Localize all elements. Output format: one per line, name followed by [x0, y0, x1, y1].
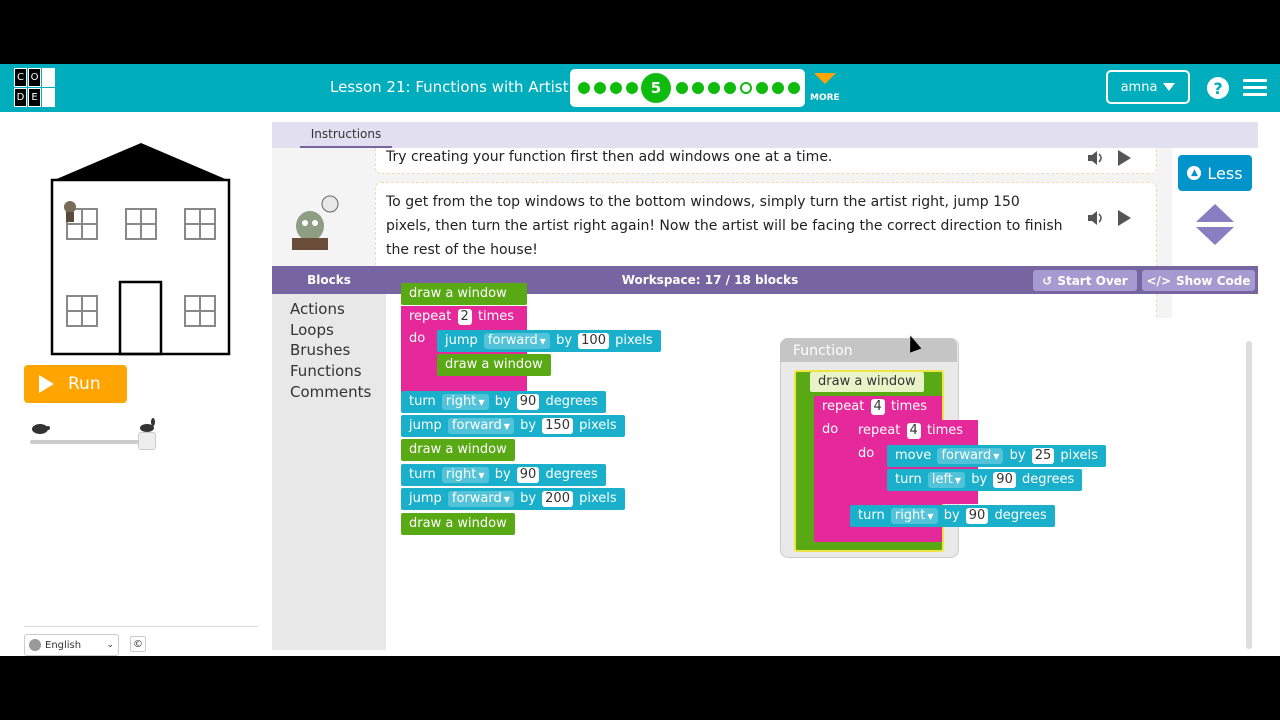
level-dot[interactable] [594, 82, 606, 94]
logo-letter [42, 88, 55, 107]
direction-dropdown[interactable]: right ▼ [891, 508, 938, 524]
turtle-icon [30, 421, 50, 435]
chevron-down-icon: ⌄ [106, 640, 114, 650]
speed-slider-handle[interactable] [138, 432, 156, 450]
artist-zombie-icon [64, 201, 76, 222]
distance-field[interactable]: 25 [1032, 448, 1055, 464]
dropdown-arrow-icon: ▼ [503, 494, 510, 504]
level-dot[interactable] [740, 82, 752, 94]
top-bar [0, 64, 1280, 112]
dropdown-arrow-icon: ▼ [993, 451, 1000, 461]
instruction-text: Try creating your function first then add windows one at a time. [386, 149, 833, 165]
level-dot[interactable] [578, 82, 590, 94]
more-label[interactable]: MORE [810, 93, 840, 103]
move-block[interactable]: move forward ▼ by 25 pixels [887, 445, 1106, 467]
repeat-header[interactable]: repeat 4 times [850, 420, 971, 442]
repeat-header[interactable]: repeat 2 times [401, 306, 522, 328]
category-comments[interactable]: Comments [290, 383, 372, 401]
do-label: do [858, 446, 875, 461]
user-name: amna [1120, 79, 1158, 95]
do-label: do [822, 422, 839, 437]
speaker-icon[interactable] [1086, 210, 1106, 226]
dropdown-arrow-icon: ▼ [927, 511, 934, 521]
turn-block[interactable]: turn right ▼ by 90 degrees [850, 505, 1055, 527]
language-value: English [45, 639, 82, 651]
chevron-up-icon: ▲ [1187, 166, 1201, 180]
direction-dropdown[interactable]: forward ▼ [448, 418, 514, 434]
show-code-label: Show Code [1176, 273, 1251, 288]
function-title: Function [793, 343, 853, 359]
workspace-block-count: Workspace: 17 / 18 blocks [621, 273, 799, 287]
start-over-button[interactable] [1033, 270, 1137, 291]
hamburger-menu-icon[interactable] [1243, 79, 1267, 97]
level-dot[interactable] [708, 82, 720, 94]
distance-field[interactable]: 150 [542, 418, 573, 434]
level-dot[interactable] [756, 82, 768, 94]
distance-field[interactable]: 100 [578, 333, 609, 349]
zombie-avatar-icon [286, 194, 340, 250]
show-code-button[interactable] [1142, 270, 1255, 291]
category-loops[interactable]: Loops [290, 321, 334, 339]
scroll-up-arrow-icon[interactable] [1196, 204, 1234, 222]
jump-block[interactable]: jump forward ▼ by 150 pixels [401, 415, 625, 437]
category-actions[interactable]: Actions [290, 300, 345, 318]
level-dot[interactable] [772, 82, 784, 94]
play-icon [39, 375, 54, 393]
category-functions[interactable]: Functions [290, 362, 362, 380]
house-roof [52, 143, 230, 181]
draw-window-block[interactable]: draw a window [437, 354, 551, 376]
direction-dropdown[interactable]: right ▼ [442, 394, 489, 410]
tab-instructions[interactable]: Instructions [300, 122, 392, 148]
jump-block[interactable]: jump forward ▼ by 100 pixels [437, 330, 661, 352]
turn-block[interactable]: turn right ▼ by 90 degrees [401, 391, 606, 413]
repeat-header[interactable]: repeat 4 times [814, 396, 935, 418]
draw-window-block[interactable]: draw a window [401, 283, 527, 305]
angle-field[interactable]: 90 [517, 467, 540, 483]
house-walls [52, 180, 229, 354]
level-progress-bar [570, 69, 805, 107]
scroll-down-arrow-icon[interactable] [1196, 227, 1234, 245]
help-icon[interactable]: ? [1207, 77, 1229, 99]
level-dot[interactable] [692, 82, 704, 94]
repeat-count-field[interactable]: 4 [907, 423, 921, 439]
direction-dropdown[interactable]: forward ▼ [937, 448, 1003, 464]
caret-down-icon [1163, 83, 1175, 91]
distance-field[interactable]: 200 [542, 491, 573, 507]
level-dot[interactable] [610, 82, 622, 94]
level-dot[interactable] [626, 82, 638, 94]
play-audio-icon[interactable] [1118, 150, 1131, 166]
speaker-icon[interactable] [1086, 150, 1106, 166]
category-brushes[interactable]: Brushes [290, 341, 351, 359]
angle-field[interactable]: 90 [517, 394, 540, 410]
repeat-count-field[interactable]: 4 [871, 399, 885, 415]
globe-icon [29, 639, 41, 651]
level-dot[interactable] [676, 82, 688, 94]
draw-window-block[interactable]: draw a window [401, 439, 515, 461]
turn-block[interactable]: turn left ▼ by 90 degrees [887, 469, 1082, 491]
user-menu-button[interactable] [1106, 70, 1190, 104]
more-arrow-icon[interactable] [814, 73, 836, 84]
less-label: Less [1207, 163, 1243, 183]
direction-dropdown[interactable]: forward ▼ [484, 333, 550, 349]
current-level-dot[interactable]: 5 [641, 73, 671, 103]
copyright-button[interactable]: © [130, 636, 146, 652]
instructions-header [272, 122, 1258, 148]
less-button[interactable] [1178, 155, 1252, 191]
logo-letter [42, 68, 55, 87]
direction-dropdown[interactable]: right ▼ [442, 467, 489, 483]
dropdown-arrow-icon: ▼ [539, 336, 546, 346]
workspace-scrollbar[interactable] [1246, 341, 1252, 649]
dropdown-arrow-icon: ▼ [503, 421, 510, 431]
lesson-title[interactable]: Lesson 21: Functions with Artist [330, 78, 569, 96]
house-door [120, 282, 161, 354]
code-org-logo[interactable] [14, 68, 54, 108]
house-windows [67, 209, 215, 326]
logo-letter: C [14, 68, 27, 87]
dropdown-arrow-icon: ▼ [478, 397, 485, 407]
jump-block[interactable]: jump forward ▼ by 200 pixels [401, 488, 625, 510]
logo-letter: O [28, 68, 41, 87]
code-icon: </> [1146, 273, 1171, 288]
play-audio-icon[interactable] [1118, 210, 1131, 226]
language-selector[interactable] [24, 634, 119, 656]
toolbox-title: Blocks [307, 273, 351, 287]
level-dot[interactable] [788, 82, 800, 94]
run-label: Run [68, 374, 101, 394]
direction-dropdown[interactable]: left ▼ [928, 472, 965, 488]
angle-field[interactable]: 90 [993, 472, 1016, 488]
repeat-count-field[interactable]: 2 [458, 309, 472, 325]
direction-dropdown[interactable]: forward ▼ [448, 491, 514, 507]
undo-icon: ↺ [1042, 273, 1053, 288]
instruction-bubble [375, 148, 1157, 174]
speed-slider-track[interactable] [30, 440, 154, 444]
logo-letter: E [28, 88, 41, 107]
do-label: do [409, 331, 426, 346]
level-dot[interactable] [724, 82, 736, 94]
logo-letter: D [14, 88, 27, 107]
dropdown-arrow-icon: ▼ [954, 475, 962, 485]
draw-window-block[interactable]: draw a window [401, 513, 515, 535]
run-button[interactable] [24, 365, 127, 403]
angle-field[interactable]: 90 [966, 508, 989, 524]
app-window [0, 64, 1280, 656]
function-name-field[interactable]: draw a window [810, 372, 924, 392]
instruction-text: To get from the top windows to the bottom windows, simply turn the artist right, jump 150 pixels, then turn the artist right again! Now the artist will be facing the correct direction to finish the rest of the house! [386, 194, 1063, 258]
turn-block[interactable]: turn right ▼ by 90 degrees [401, 464, 606, 486]
start-over-label: Start Over [1057, 273, 1128, 288]
divider [24, 626, 258, 627]
dropdown-arrow-icon: ▼ [478, 470, 485, 480]
artist-canvas [40, 134, 240, 359]
